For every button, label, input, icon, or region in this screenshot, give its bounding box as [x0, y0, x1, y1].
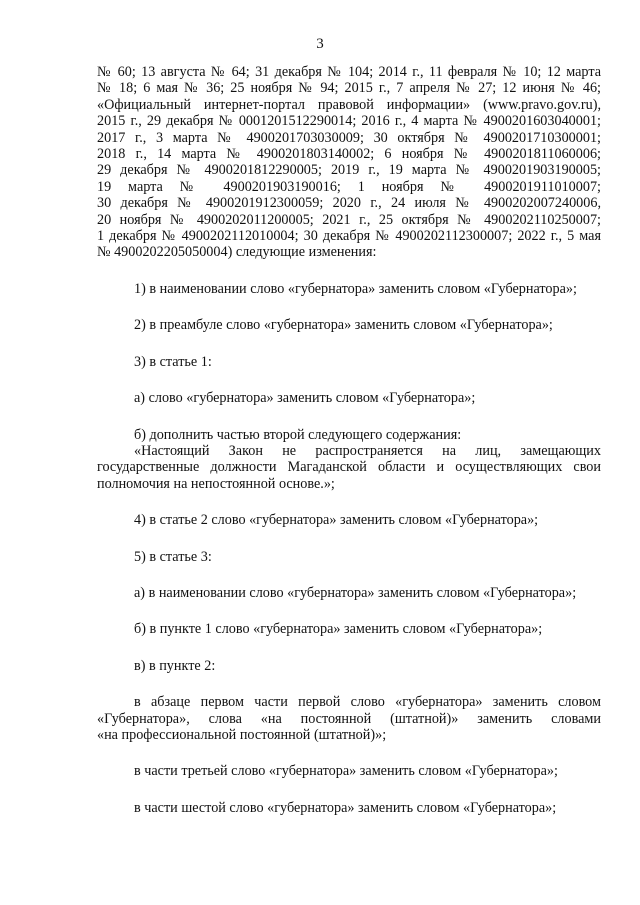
amendment-part-three: в части третьей слово «губернатора» заменить словом «Губернатора»; — [134, 763, 558, 780]
intro-line: 29 декабря № 4900201812290005; 2019 г., 19 марта № 4900201903190005; — [97, 162, 601, 179]
intro-line: № 60; 13 августа № 64; 31 декабря № 104; 2014 г., 11 февраля № 10; 12 марта — [97, 64, 601, 80]
quote-line: полномочия на непостоянной основе.»; — [97, 475, 335, 492]
amendment-item-3: 3) в статье 1: — [134, 353, 212, 370]
page-number: 3 — [316, 36, 324, 52]
intro-line: 30 декабря № 4900201912300059; 2020 г., 24 июля № 4900202007240006, — [97, 195, 601, 212]
amendment-item-5b: б) в пункте 1 слово «губернатора» заменить словом «Губернатора»; — [134, 621, 543, 638]
paragraph-line: в абзаце первом части первой слово «губернатора» заменить словом — [134, 694, 601, 711]
quote-line: «Настоящий Закон не распространяется на лиц, замещающих — [134, 442, 601, 459]
intro-line: № 18; 6 мая № 36; 25 ноября № 94; 2015 г., 7 апреля № 27; 12 июня № 46; — [97, 80, 601, 97]
amendment-item-2: 2) в преамбуле слово «губернатора» заменить словом «Губернатора»; — [134, 317, 553, 334]
intro-line: 19 марта № 4900201903190016; 1 ноября № 4900201911010007; — [97, 178, 601, 195]
intro-line: 2017 г., 3 марта № 4900201703030009; 30 октября № 4900201710300001; — [97, 129, 601, 146]
amendment-item-5: 5) в статье 3: — [134, 548, 212, 565]
amendment-item-3b: б) дополнить частью второй следующего содержания: — [134, 426, 462, 443]
intro-line: «Официальный интернет-портал правовой информации» (www.pravo.gov.ru), — [97, 96, 601, 113]
amendment-item-4: 4) в статье 2 слово «губернатора» заменить словом «Губернатора»; — [134, 512, 539, 529]
quote-line: государственные должности Магаданской области и осуществляющих свои — [97, 459, 601, 476]
intro-line: 20 ноября № 4900202011200005; 2021 г., 25 октября № 4900202110250007; — [97, 211, 601, 228]
intro-line: 2018 г., 14 марта № 4900201803140002; 6 ноября № 4900201811060006; — [97, 146, 601, 163]
intro-paragraph — [97, 64, 601, 261]
quoted-text — [97, 443, 601, 492]
amendment-item-3a: а) слово «губернатора» заменить словом «Губернатора»; — [134, 390, 476, 407]
paragraph-line: «Губернатора», слова «на постоянной (штатной)» заменить словами — [97, 710, 601, 727]
intro-line: 1 декабря № 4900202112010004; 30 декабря № 4900202112300007; 2022 г., 5 мая — [97, 228, 601, 245]
document-body — [97, 64, 601, 816]
amendment-item-5v: в) в пункте 2: — [134, 657, 216, 674]
paragraph-line: «на профессиональной постоянной (штатной)»; — [97, 726, 387, 743]
paragraph-first-part — [97, 694, 601, 743]
amendment-item-1: 1) в наименовании слово «губернатора» заменить словом «Губернатора»; — [134, 280, 577, 297]
intro-line: 2015 г., 29 декабря № 0001201512290014; 2016 г., 4 марта № 4900201603040001; — [97, 113, 601, 130]
intro-line: № 4900202205050004) следующие изменения: — [97, 244, 377, 261]
amendment-item-5a: а) в наименовании слово «губернатора» заменить словом «Губернатора»; — [134, 584, 577, 601]
amendment-part-six: в части шестой слово «губернатора» заменить словом «Губернатора»; — [134, 799, 557, 816]
